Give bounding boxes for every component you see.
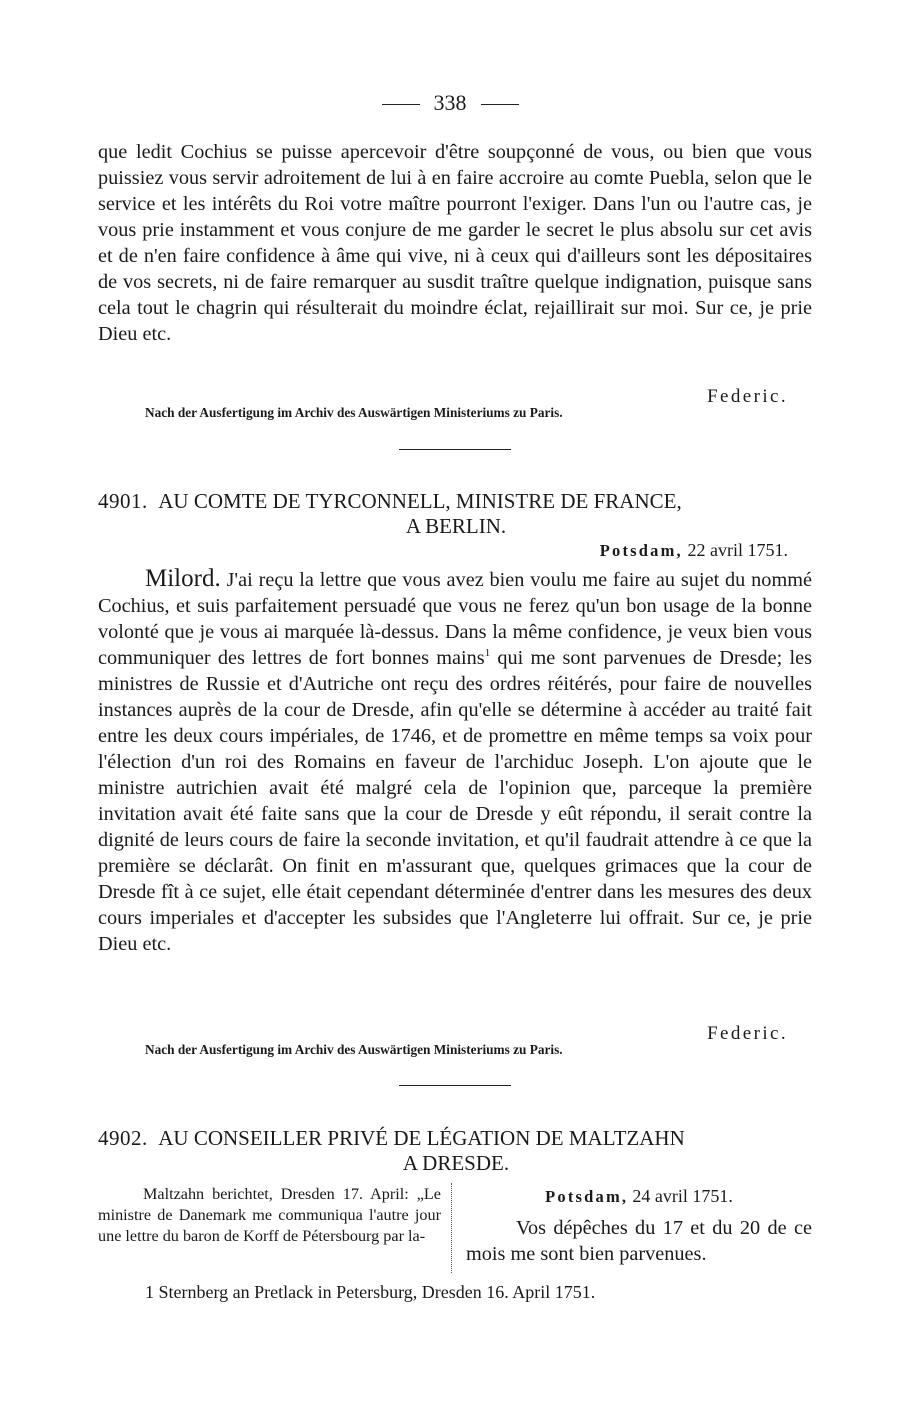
letter-4901-dateline (600, 540, 788, 561)
page-number: 338 (433, 90, 467, 115)
footnote (145, 1282, 595, 1303)
section-divider-2 (399, 1085, 511, 1086)
letter-4901-salutation: Milord. (145, 565, 221, 592)
continuation-signature: Federic. (707, 386, 788, 407)
letter-4901-source-note: Nach der Ausfertigung im Archiv des Auswärtigen Ministeriums zu Paris. (145, 1042, 563, 1057)
letter-4902-title-line1: AU CONSEILLER PRIVÉ DE LÉGATION DE MALTZAHN (158, 1126, 685, 1150)
continuation-text: que ledit Cochius se puisse apercevoir d'être soupçonné de vous, ou bien que vous puissiez vous servir adroitement de lui à en faire accroire au comte Puebla, selon que le service et les intérêts du Roi votre maître pourront l'exiger. Dans l'un ou l'autre cas, je vous prie instamment et vous conjure de me garder le secret le plus absolu sur cet avis et de n'en faire confidence à âme qui vive, ni à ceux qui d'ailleurs sont les dépositaires de vos secrets, ni de faire remarquer au susdit traître quelque indignation, puisque sans cela tout le chagrin qui résulterait du moindre éclat, rejaillirait sur moi. Sur ce, je prie Dieu etc. (98, 141, 812, 345)
footnote-reference-mark: 1 (484, 647, 491, 660)
letter-4901-date: 22 avril 1751. (687, 540, 788, 560)
continuation-block (98, 139, 812, 347)
letter-4901-heading (98, 489, 814, 538)
section-divider-1 (399, 449, 511, 450)
footnote-mark: 1 (145, 1282, 154, 1302)
header-dash-right (481, 104, 519, 105)
page-header (0, 90, 900, 116)
letter-4901-text-part2: qui me sont parvenues de Dresde; les ministres de Russie et d'Autriche ont reçu des ordres réitérés, pour faire de nouvelles instances auprès de la cour de Dresde, afin qu'elle se détermine à accéder au traité fait entre les deux cours impériales, de 1746, et de promettre en même temps sa voix pour l'élection d'un roi des Romains en faveur de l'archiduc Joseph. L'on ajoute que le ministre autrichien avait été malgré cela de l'opinion que, parceque la première invitation avait été faite sans que la cour de Dresde y eût répondu, il serait contre la dignité de leurs cours de faire la seconde invitation, et qu'il faudrait attendre à ce que la première se déclarât. On finit en m'assurant que, quelques grimaces que la cour de Dresde fît à ce sujet, elle était cependant déterminée d'entrer dans les mesures des deux cours imperiales et d'accepter les subsides que l'Angleterre lui offrait. Sur ce, je prie Dieu etc. (98, 647, 812, 955)
letter-4902-summary: Maltzahn berichtet, Dresden 17. April: „Le ministre de Danemark me communiqua l'autre jour une lettre du baron de Korff de Pétersbourg par la- (98, 1185, 441, 1245)
letter-4901-place: Potsdam, (599, 541, 683, 560)
letter-4902-number: 4902. (98, 1126, 148, 1150)
letter-4901-body (98, 566, 812, 957)
letter-4902-place: Potsdam, (545, 1187, 629, 1206)
footnote-text: Sternberg an Pretlack in Petersburg, Dresden 16. April 1751. (154, 1282, 596, 1302)
letter-4901-title-line1: AU COMTE DE TYRCONNELL, MINISTRE DE FRANCE, (158, 489, 682, 513)
letter-4901-number: 4901. (98, 489, 148, 513)
letter-4902-dateline (466, 1186, 812, 1207)
header-dash-left (382, 104, 420, 105)
column-divider (451, 1183, 452, 1273)
letter-4901-signature: Federic. (707, 1023, 788, 1044)
letter-4902-title-line2: A DRESDE. (402, 1151, 510, 1175)
continuation-source-note: Nach der Ausfertigung im Archiv des Auswärtigen Ministeriums zu Paris. (145, 405, 563, 420)
letter-4901-title-line2: A BERLIN. (405, 514, 507, 538)
letter-4901-text-part1: J'ai reçu la lettre que vous avez bien voulu me faire au sujet du nommé Cochius, et suis parfaitement persuadé que vous ne ferez qu'un bon usage de la bonne volonté que je vous ai marquée là-dessus. Dans la même confidence, je veux bien vous communiquer des lettres de fort bonnes mains (98, 569, 812, 669)
letter-4902-right-column (466, 1186, 812, 1267)
letter-4902-heading (98, 1126, 814, 1175)
letter-4902-date: 24 avril 1751. (632, 1186, 733, 1206)
letter-4901-text (98, 566, 812, 957)
letter-4902-text: Vos dépêches du 17 et du 20 de ce mois me sont bien parvenues. (466, 1217, 812, 1265)
